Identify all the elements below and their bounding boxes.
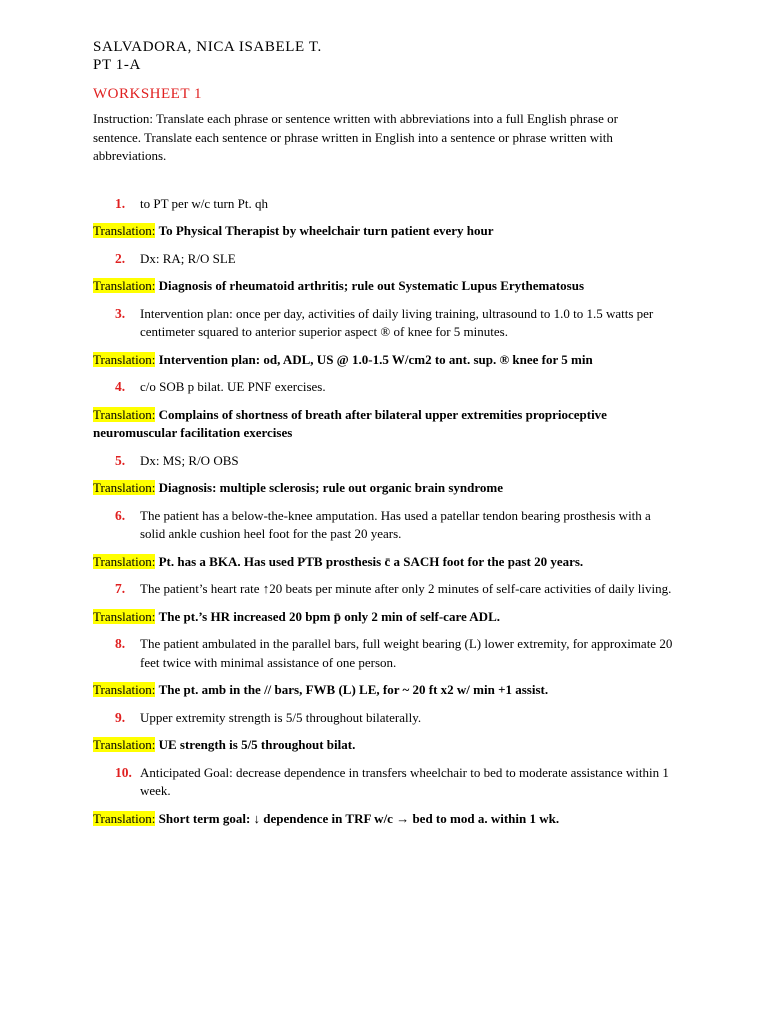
item-text: Anticipated Goal: decrease dependence in transfers wheelchair to bed to moderate assistance within 1 week.	[140, 764, 669, 798]
item-number: 4.	[115, 379, 126, 394]
translation-line	[93, 277, 653, 296]
exercise-item	[93, 635, 675, 672]
translation-line	[93, 608, 653, 627]
item-text: Dx: MS; R/O OBS	[140, 452, 239, 468]
translation-answer: Intervention plan: od, ADL, US @ 1.0-1.5 W/cm2 to ant. sup. ® knee for 5 min	[158, 351, 593, 367]
exercise-item	[93, 378, 675, 397]
exercise-item	[93, 250, 675, 269]
translation-line	[93, 681, 653, 700]
translation-answer: Short term goal: ↓ dependence in TRF w/c → bed to mod a. within 1 wk.	[158, 810, 560, 826]
translation-answer: The pt.’s HR increased 20 bpm p̄ only 2 min of self-care ADL.	[158, 608, 500, 624]
exercise-item	[93, 452, 675, 471]
item-number: 5.	[115, 452, 126, 468]
item-text: Dx: RA; R/O SLE	[140, 250, 236, 266]
item-text: The patient ambulated in the parallel bars, full weight bearing (L) lower extremity, for approximate 20 feet twice with minimal assistance of one person.	[140, 636, 673, 670]
item-number: 7.	[115, 581, 126, 596]
translation-label: Translation:	[93, 608, 156, 624]
student-section: PT 1-A	[93, 57, 141, 73]
translation-answer: Complains of shortness of breath after bilateral upper extremities proprioceptive neuromuscular facilitation exercises	[93, 406, 607, 440]
instruction-text: Instruction: Translate each phrase or sentence written with abbreviations into a full English phrase or sentence. Translate each sentence or phrase written in English into a sentence or phrase written with abbreviations.	[93, 111, 618, 163]
translation-line	[93, 736, 653, 755]
translation-label: Translation:	[93, 737, 156, 752]
translation-line	[93, 351, 653, 370]
translation-answer: Pt. has a BKA. Has used PTB prosthesis c̄ a SACH foot for the past 20 years.	[158, 553, 584, 569]
worksheet-page	[93, 38, 673, 828]
translation-line	[93, 810, 653, 829]
item-text: The patient’s heart rate ↑20 beats per minute after only 2 minutes of self-care activities of daily living.	[140, 581, 672, 596]
item-text: to PT per w/c turn Pt. qh	[140, 195, 268, 211]
exercise-item	[93, 507, 675, 544]
translation-label: Translation:	[93, 480, 156, 495]
item-number: 6.	[115, 507, 126, 523]
translation-label: Translation:	[93, 278, 156, 293]
exercise-item	[93, 195, 675, 214]
translation-answer: UE strength is 5/5 throughout bilat.	[158, 737, 356, 752]
translation-line	[93, 222, 653, 241]
translation-answer: Diagnosis: multiple sclerosis; rule out organic brain syndrome	[158, 480, 503, 495]
item-number: 8.	[115, 636, 126, 651]
item-text: c/o SOB p bilat. UE PNF exercises.	[140, 379, 326, 394]
translation-label: Translation:	[93, 406, 156, 422]
exercise-item	[93, 580, 675, 599]
translation-label: Translation:	[93, 351, 156, 367]
translation-line	[93, 479, 653, 498]
translation-label: Translation:	[93, 553, 156, 569]
translation-line	[93, 553, 653, 572]
item-text: Upper extremity strength is 5/5 throughout bilaterally.	[140, 709, 422, 725]
item-number: 1.	[115, 195, 126, 211]
item-text: Intervention plan: once per day, activities of daily living training, ultrasound to 1.0 to 1.5 watts per centimeter squared to anterior superior aspect ® of knee for 5 minutes.	[140, 305, 654, 339]
translation-answer: The pt. amb in the // bars, FWB (L) LE, for ~ 20 ft x2 w/ min +1 assist.	[158, 682, 549, 697]
translation-label: Translation:	[93, 223, 156, 238]
student-name: SALVADORA, NICA ISABELE T.	[93, 39, 322, 55]
item-text: The patient has a below-the-knee amputation. Has used a patellar tendon bearing prosthesis with a solid ankle cushion heel foot for the past 20 years.	[140, 507, 651, 541]
translation-label: Translation:	[93, 682, 156, 697]
item-number: 2.	[115, 250, 126, 266]
translation-label: Translation:	[93, 810, 156, 826]
translation-line	[93, 406, 653, 443]
item-number: 10.	[115, 764, 132, 780]
exercise-item	[93, 764, 675, 801]
exercise-item	[93, 709, 675, 728]
item-number: 9.	[115, 709, 126, 725]
exercise-item	[93, 305, 675, 342]
translation-answer: To Physical Therapist by wheelchair turn patient every hour	[158, 223, 494, 238]
worksheet-title: WORKSHEET 1	[93, 86, 202, 102]
translation-answer: Diagnosis of rheumatoid arthritis; rule out Systematic Lupus Erythematosus	[158, 278, 585, 293]
item-number: 3.	[115, 305, 126, 321]
